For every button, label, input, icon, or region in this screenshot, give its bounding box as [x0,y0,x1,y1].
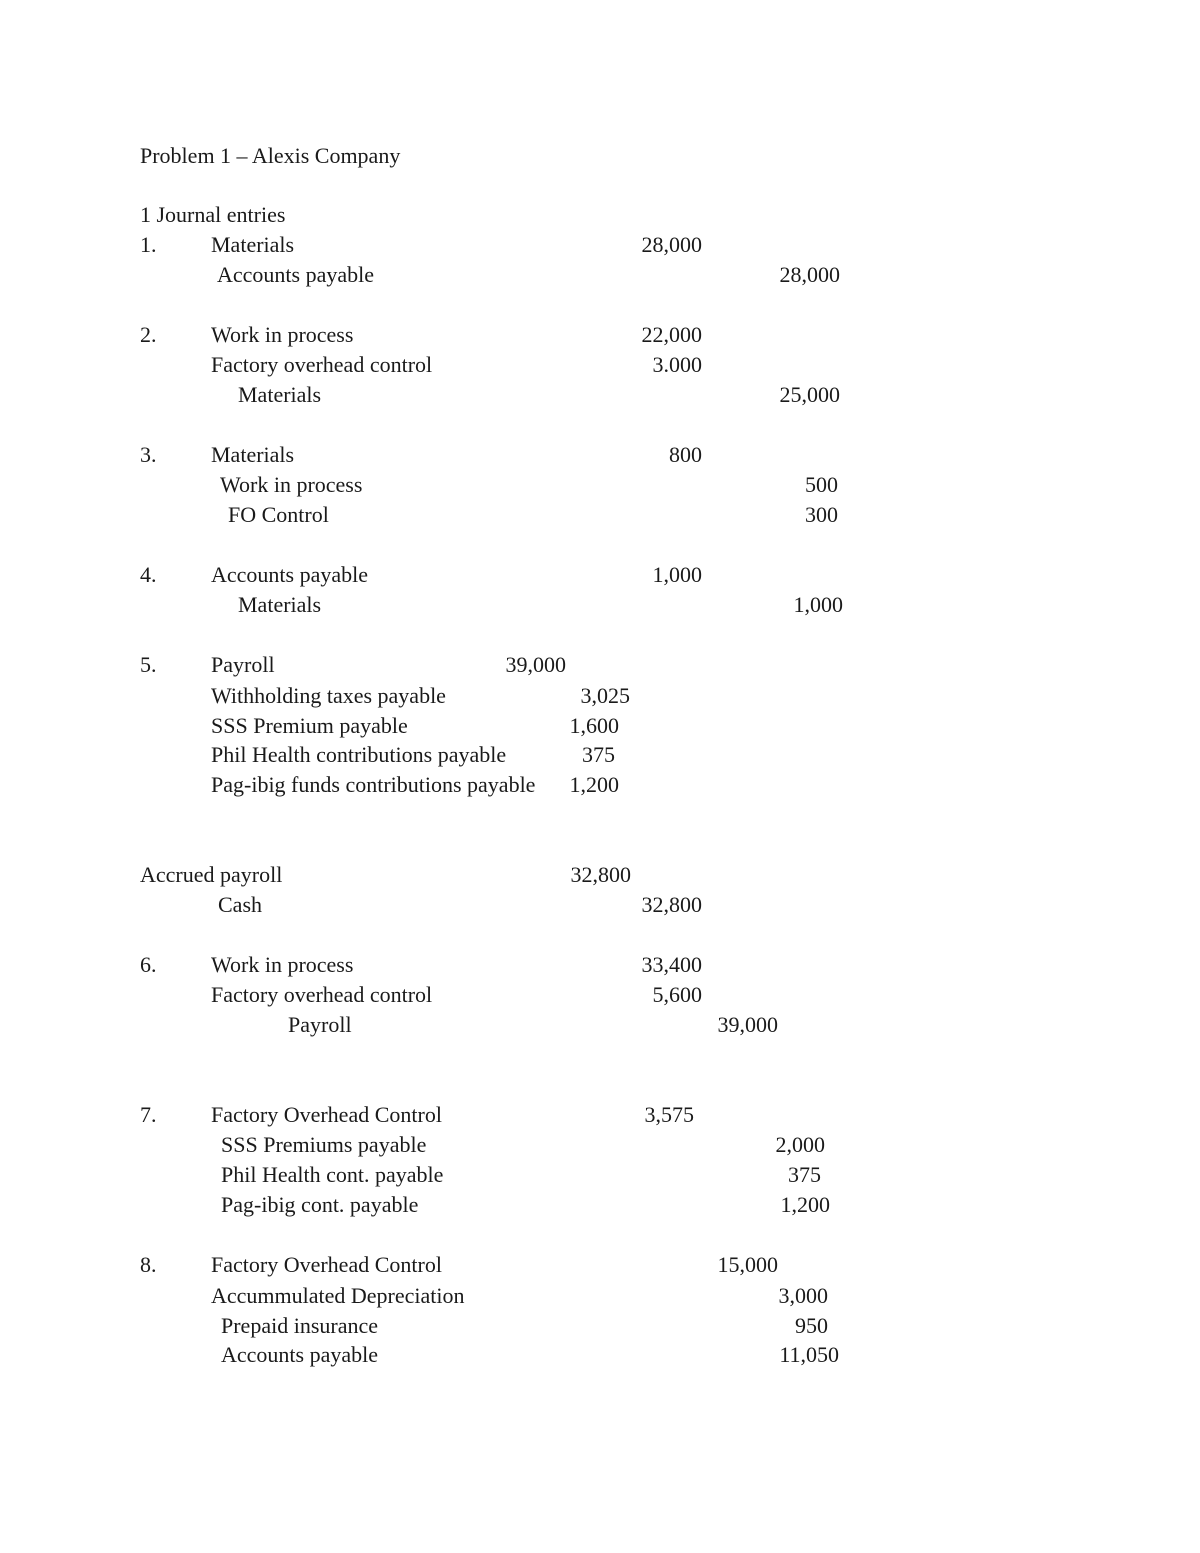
debit-amount: 3.000 [652,352,702,377]
debit-amount: 15,000 [717,1252,778,1277]
entry-account: Accummulated Depreciation [211,1283,465,1308]
debit-amount: 33,400 [641,952,702,977]
debit-amount: 1,000 [652,562,702,587]
entry-account: Payroll [288,1012,352,1037]
entry-number: 8. [140,1252,157,1277]
entry-account: Pag-ibig cont. payable [221,1192,419,1217]
entry-account: Accounts payable [217,262,374,287]
credit-amount: 25,000 [779,382,840,407]
credit-amount: 1,000 [793,592,843,617]
entry-account: Factory overhead control [211,352,433,377]
credit-amount: 3,025 [580,683,630,708]
entry-account: Factory overhead control [211,982,433,1007]
credit-amount: 500 [805,472,838,497]
credit-amount: 950 [795,1313,828,1338]
debit-amount: 39,000 [505,652,566,677]
entry-number: 2. [140,322,157,347]
debit-amount: 800 [669,442,702,467]
credit-amount: 1,200 [780,1192,830,1217]
entry-account: Work in process [211,952,354,977]
debit-amount: 5,600 [652,982,702,1007]
entry-account: Accounts payable [211,562,368,587]
entry-account: Cash [218,892,262,917]
credit-amount: 32,800 [641,892,702,917]
entry-account: Accounts payable [221,1342,378,1367]
entry-account: Phil Health cont. payable [221,1162,444,1187]
entry-account: Materials [211,232,295,257]
credit-amount: 3,000 [778,1283,828,1308]
debit-amount: 28,000 [641,232,702,257]
entry-number: 7. [140,1102,157,1127]
credit-amount: 2,000 [775,1132,825,1157]
entry-account: Factory Overhead Control [211,1102,442,1127]
entry-account: SSS Premium payable [211,713,408,738]
entry-account: Pag-ibig funds contributions payable [211,772,536,797]
entry-account: Factory Overhead Control [211,1252,442,1277]
entry-account: Payroll [211,652,275,677]
entry-account: Accrued payroll [140,862,283,887]
credit-amount: 375 [582,742,615,767]
entry-number: 5. [140,652,157,677]
entry-account: Prepaid insurance [221,1313,378,1338]
entry-number: 1. [140,232,157,257]
entry-account: Materials [238,592,322,617]
section-heading: 1 Journal entries [140,202,286,227]
document-title: Problem 1 – Alexis Company [140,143,401,168]
credit-amount: 300 [805,502,838,527]
credit-amount: 28,000 [779,262,840,287]
debit-amount: 3,575 [644,1102,694,1127]
entry-account: SSS Premiums payable [221,1132,427,1157]
entry-account: FO Control [228,502,329,527]
entry-account: Phil Health contributions payable [211,742,507,767]
debit-amount: 32,800 [570,862,631,887]
credit-amount: 11,050 [779,1342,839,1367]
entry-account: Work in process [211,322,354,347]
entry-account: Withholding taxes payable [211,683,446,708]
entry-number: 4. [140,562,157,587]
entry-number: 3. [140,442,157,467]
entry-account: Work in process [220,472,363,497]
credit-amount: 375 [788,1162,821,1187]
entry-number: 6. [140,952,157,977]
debit-amount: 22,000 [641,322,702,347]
credit-amount: 1,600 [569,713,619,738]
entry-account: Materials [211,442,295,467]
entry-account: Materials [238,382,322,407]
credit-amount: 39,000 [717,1012,778,1037]
credit-amount: 1,200 [569,772,619,797]
